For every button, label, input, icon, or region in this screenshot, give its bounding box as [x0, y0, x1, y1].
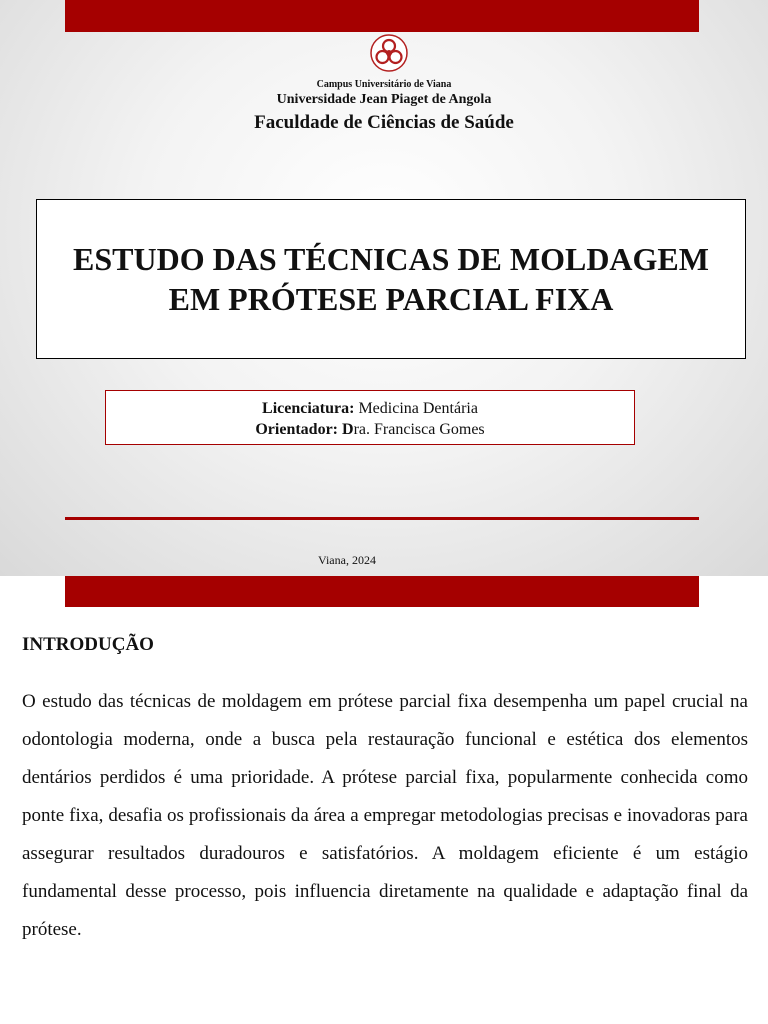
document-body [22, 633, 748, 949]
advisor-label: Orientador: [255, 421, 339, 438]
document-title [46, 239, 736, 319]
top-accent-bar [65, 0, 699, 32]
university-logo-icon [369, 33, 409, 73]
red-divider [65, 517, 699, 520]
title-line-2: EM PRÓTESE PARCIAL FIXA [168, 281, 614, 317]
degree-line [106, 398, 634, 419]
advisor-initial: D [342, 421, 354, 438]
faculty-name: Faculdade de Ciências de Saúde [254, 112, 514, 133]
advisor-value: ra. Francisca Gomes [353, 421, 485, 438]
page-accent-bar [65, 576, 699, 607]
degree-label: Licenciatura: [262, 400, 355, 417]
title-line-1: ESTUDO DAS TÉCNICAS DE MOLDAGEM [73, 241, 709, 277]
intro-paragraph: O estudo das técnicas de moldagem em prótese parcial fixa desempenha um papel crucial na odontologia moderna, onde a busca pela restauração funcional e estética dos elementos dentários perdidos é uma prioridade. A prótese parcial fixa, popularmente conhecida como ponte fixa, desafia os profissionais da área a empregar metodologias precisas e inovadoras para assegurar resultados duradouros e satisfatórios. A moldagem eficiente é um estágio fundamental desse processo, pois influencia diretamente na qualidade e adaptação final da prótese. [22, 691, 748, 940]
title-box [36, 199, 746, 359]
campus-name: Campus Universitário de Viana [316, 79, 452, 90]
advisor-line [106, 419, 634, 440]
course-info-box [105, 390, 635, 445]
degree-value: Medicina Dentária [358, 400, 478, 417]
section-heading: INTRODUÇÃO [22, 634, 154, 655]
university-name: Universidade Jean Piaget de Angola [276, 92, 492, 107]
date-location: Viana, 2024 [318, 553, 376, 567]
